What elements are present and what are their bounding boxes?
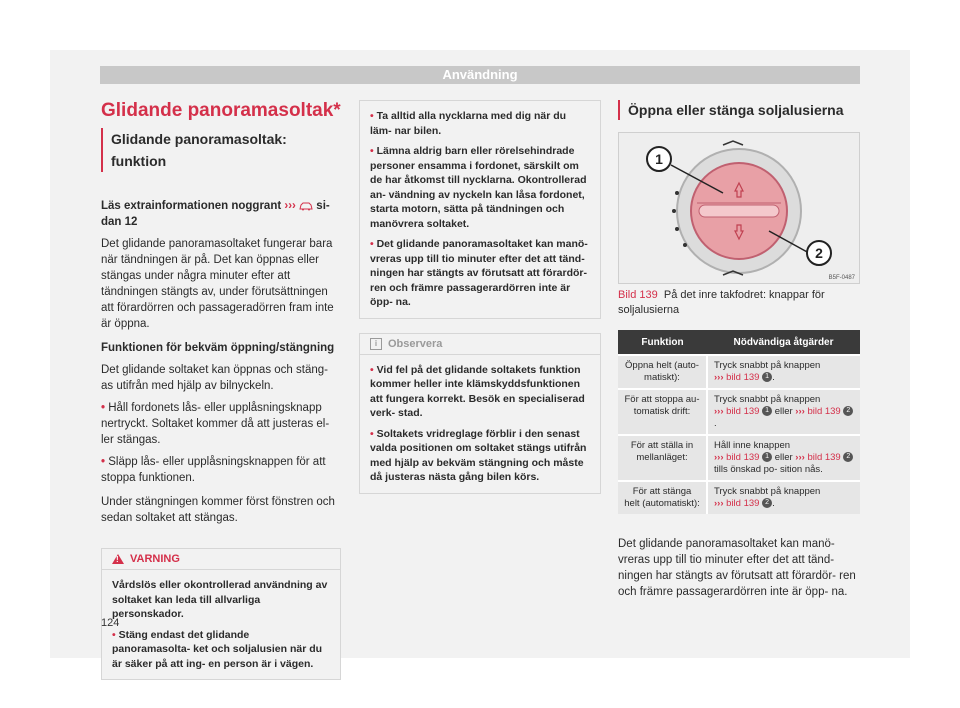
table-row xyxy=(618,435,860,481)
table-row xyxy=(618,355,860,389)
list-item: • Stäng endast det glidande panoramasolta- ket och soljalusien när du är säker på att ing- en person är i vägen. xyxy=(112,628,323,670)
figure-reference-link[interactable]: bild 139 xyxy=(807,452,841,463)
actions-table xyxy=(618,330,860,514)
button-number-badge: 2 xyxy=(762,498,772,508)
table-cell-function: För att ställa in mellanläget: xyxy=(618,435,707,481)
figure-callout-1: 1 xyxy=(655,151,663,167)
figure-callout-2: 2 xyxy=(815,245,823,261)
warning-box xyxy=(101,548,341,680)
action-text: . xyxy=(714,418,717,429)
list-item: • Håll fordonets lås- eller upplåsningsknapp nertryckt. Soltaket kommer då att justeras el- ler stängas. xyxy=(101,402,330,446)
action-text: . xyxy=(772,372,775,383)
list-item: • Släpp lås- eller upplåsningsknappen för att stoppa funktionen. xyxy=(101,456,326,484)
column-2 xyxy=(359,100,601,494)
button-number-badge: 2 xyxy=(843,406,853,416)
list-item: • Det glidande panoramasoltaket kan manö- vreras upp till tio minuter efter det att tänd- ningen har stängts av förutsatt att förardör- ren och främre passagerardörren inte är öpp- na. xyxy=(370,238,588,308)
list-item: • Vid fel på det glidande soltakets funktion kommer heller inte klämskyddsfunktionen att fungera korrekt. Besök en specialiserad verk- stad. xyxy=(370,363,585,419)
list-item: • Ta alltid alla nycklarna med dig när du läm- nar bilen. xyxy=(370,110,567,137)
warning-triangle-icon xyxy=(112,554,124,564)
table-header-actions: Nödvändiga åtgärder xyxy=(707,330,860,355)
table-cell-action xyxy=(707,389,860,435)
figure-reference-link[interactable]: bild 139 xyxy=(807,406,841,417)
button-number-badge: 1 xyxy=(762,372,772,382)
figure-reference-link[interactable]: bild 139 xyxy=(726,498,760,509)
figure-sunblind-buttons xyxy=(618,132,860,284)
ref-arrow[interactable]: ››› xyxy=(714,372,724,383)
table-cell-action xyxy=(707,481,860,514)
table-cell-action xyxy=(707,435,860,481)
list-item: • Soltakets vridreglage förblir i den senast valda positionen om soltaket stängs utifrån med hjälp av bekväm stängning och måste då justeras nästa gång bilen körs. xyxy=(370,427,587,483)
action-text: . xyxy=(772,498,775,509)
section-heading: Öppna eller stänga soljalusierna xyxy=(618,100,860,120)
table-row xyxy=(618,481,860,514)
action-text: eller xyxy=(772,452,796,463)
ref-arrow[interactable]: ››› xyxy=(714,452,724,463)
button-number-badge: 1 xyxy=(762,406,772,416)
figure-reference-link[interactable]: bild 139 xyxy=(726,406,760,417)
figure-reference-link[interactable]: bild 139 xyxy=(726,372,760,383)
table-cell-function: Öppna helt (auto- matiskt): xyxy=(618,355,707,389)
table-cell-function: För att stoppa au- tomatisk drift: xyxy=(618,389,707,435)
warning-box-continued xyxy=(359,100,601,319)
ref-arrow[interactable]: ››› xyxy=(714,406,724,417)
chapter-header: Användning xyxy=(100,66,860,84)
read-info-link[interactable]: ››› xyxy=(284,200,296,212)
ref-arrow[interactable]: ››› xyxy=(795,406,805,417)
read-info-line: Läs extrainformationen noggrant ››› si- dan 12 xyxy=(101,200,330,228)
table-row xyxy=(618,389,860,435)
paragraph: Det glidande panoramasoltaket kan manö- vreras upp till tio minuter efter det att tänd- ningen har stängts av förutsatt att förardör- ren och främre passagerardörren inte är öpp- na. xyxy=(618,538,856,598)
action-text: Håll inne knappen xyxy=(714,440,791,451)
page-number: 124 xyxy=(101,617,120,629)
ref-arrow[interactable]: ››› xyxy=(714,498,724,509)
paragraph: Det glidande soltaket kan öppnas och stäng- as utifrån med hjälp av bilnyckeln. xyxy=(101,364,328,392)
action-text: eller xyxy=(772,406,796,417)
warning-header: ! VARNING xyxy=(102,549,340,570)
action-text: tills önskad po- sition nås. xyxy=(714,464,823,475)
table-cell-action xyxy=(707,355,860,389)
paragraph: Det glidande panoramasoltaket fungerar bara när tändningen är på. Det kan öppnas eller stängas under några minuter efter att tändningen stängts av, under förutsättningen att förardörren och passageradörren fram inte är öppna. xyxy=(101,238,334,330)
observe-header: i Observera xyxy=(360,334,600,355)
section-subtitle: Glidande panoramasoltak: funktion xyxy=(101,128,341,172)
subheading: Funktionen för bekväm öppning/stängning xyxy=(101,342,335,354)
figure-reference-link[interactable]: bild 139 xyxy=(726,452,760,463)
figure-code: B5F-0487 xyxy=(828,275,855,281)
section-title: Glidande panoramasoltak* xyxy=(101,100,341,121)
car-info-icon xyxy=(299,201,313,211)
action-text: Tryck snabbt på knappen xyxy=(714,486,821,497)
info-note-icon: i xyxy=(370,338,382,350)
button-number-badge: 1 xyxy=(762,452,772,462)
ref-arrow[interactable]: ››› xyxy=(795,452,805,463)
warning-text: Vårdslös eller okontrollerad användning av soltaket kan leda till allvarliga personskador. xyxy=(112,579,328,620)
action-text: Tryck snabbt på knappen xyxy=(714,360,821,371)
sunblind-illustration xyxy=(619,133,859,283)
table-cell-function: För att stänga helt (automatiskt): xyxy=(618,481,707,514)
table-header-function: Funktion xyxy=(618,330,707,355)
column-1 xyxy=(101,100,341,680)
button-number-badge: 2 xyxy=(843,452,853,462)
figure-caption: Bild 139 På det inre takfodret: knappar för soljalusierna xyxy=(618,289,825,316)
observe-box xyxy=(359,333,601,494)
column-3 xyxy=(618,100,860,600)
paragraph: Under stängningen kommer först fönstren och sedan soltaket att stängas. xyxy=(101,496,335,524)
action-text: Tryck snabbt på knappen xyxy=(714,394,821,405)
list-item: • Lämna aldrig barn eller rörelsehindrade personer ensamma i fordonet, särskilt om de har åtkomst till nycklarna. Okontrollerad an- vändning av nyckeln kan låsa fordonet, starta motorn, sätta på tändningen och manövrera soltaket. xyxy=(370,145,587,230)
